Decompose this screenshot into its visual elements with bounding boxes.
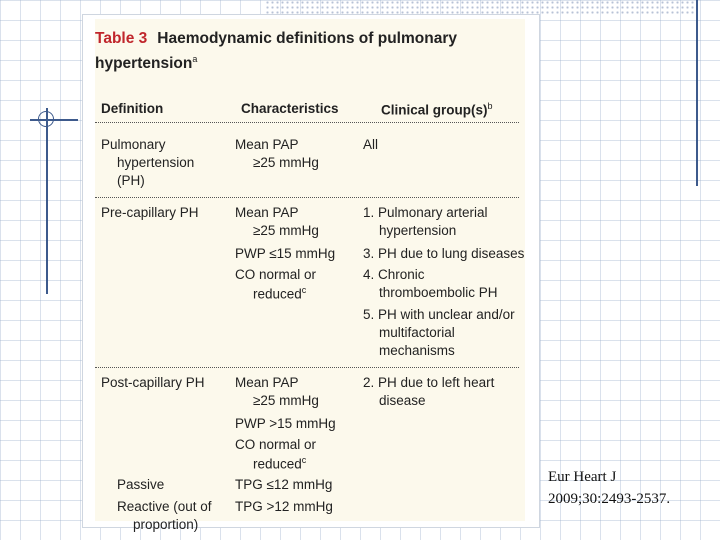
ph-characteristic-1: Mean PAP <box>235 137 299 152</box>
postcap-group-1: 2. PH due to left heart <box>363 375 495 390</box>
precap-characteristic-2: ≥25 mmHg <box>253 223 319 238</box>
ph-definition-line2: hypertension <box>117 155 195 170</box>
reactive-characteristic: TPG >12 mmHg <box>235 499 333 514</box>
table-number: Table 3 <box>95 30 148 47</box>
precap-group-5: thromboembolic PH <box>379 285 498 300</box>
header-definition: Definition <box>101 101 164 116</box>
postcap-characteristic-4: CO normal or <box>235 437 317 452</box>
table-title-line1: Haemodynamic definitions of pulmonary <box>157 30 457 47</box>
title-footnote-mark: a <box>192 54 198 64</box>
header-clinical-groups: Clinical $group(s)^b$ <box>381 101 493 118</box>
precap-group-1: 1. Pulmonary arterial <box>363 205 488 220</box>
divider <box>95 367 519 368</box>
postcap-characteristic-3: PWP >15 mmHg <box>235 416 336 431</box>
table-title <box>95 29 457 74</box>
citation-journal: Eur Heart J <box>548 469 617 485</box>
table-content <box>95 19 525 532</box>
reactive-definition-line2: proportion) <box>133 517 199 532</box>
table-title-line2: hypertension <box>95 55 193 73</box>
decorative-circle <box>38 111 54 127</box>
precap-group-4: 4. Chronic <box>363 267 425 282</box>
precap-characteristic-1: Mean PAP <box>235 205 299 220</box>
divider <box>95 197 519 198</box>
ph-group-1: All <box>363 137 379 152</box>
postcap-characteristic-2: ≥25 mmHg <box>253 393 319 408</box>
precap-characteristic-5: reduced$^c$ <box>253 285 307 302</box>
postcap-characteristic-1: Mean PAP <box>235 375 299 390</box>
precap-characteristic-4: CO normal or <box>235 267 317 282</box>
divider <box>95 122 519 123</box>
precap-characteristic-3: PWP ≤15 mmHg <box>235 246 336 261</box>
passive-characteristic: TPG ≤12 mmHg <box>235 477 333 492</box>
decorative-vertical-line-right <box>696 0 698 186</box>
citation <box>548 466 718 510</box>
precap-group-3: 3. PH due to lung diseases <box>363 246 525 261</box>
postcap-group-2: disease <box>379 393 426 408</box>
precap-group-7: multifactorial <box>379 325 455 340</box>
header-characteristics: Characteristics <box>241 101 339 116</box>
table-panel <box>82 14 540 532</box>
ph-definition-line3: (PH) <box>117 173 145 188</box>
reactive-definition-line1: Reactive (out of <box>117 499 212 514</box>
decorative-vertical-line-left <box>46 108 48 294</box>
postcap-characteristic-5: reduced$^c$ <box>253 455 307 472</box>
precap-group-2: hypertension <box>379 223 457 238</box>
ph-definition-line1: Pulmonary <box>101 137 166 152</box>
precap-group-8: mechanisms <box>379 343 455 358</box>
postcap-definition: Post-capillary PH <box>101 375 205 390</box>
precap-group-6: 5. PH with unclear and/or <box>363 307 515 322</box>
precap-definition: Pre-capillary PH <box>101 205 199 220</box>
citation-reference: 2009;30:2493-2537. <box>548 491 671 507</box>
passive-definition: Passive <box>117 477 165 492</box>
ph-characteristic-2: ≥25 mmHg <box>253 155 319 170</box>
